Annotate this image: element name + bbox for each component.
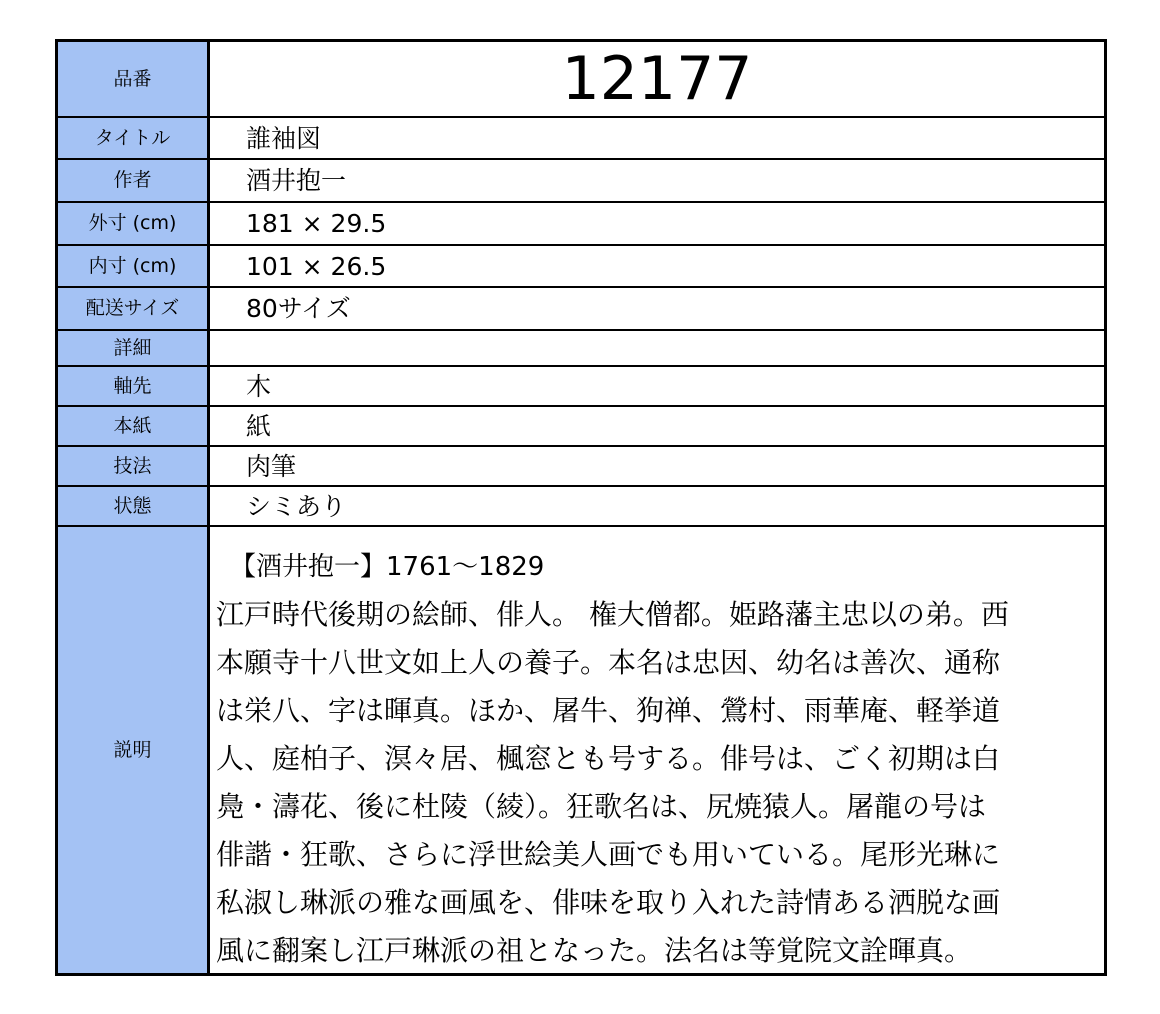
title-label: タイトル [94, 126, 171, 149]
inner-size-value: 101 × 26.5 [246, 251, 387, 281]
row-title [58, 118, 1104, 160]
description-line: 私淑し琳派の雅な画風を、俳味を取り入れた詩情ある洒脱な画 [216, 886, 1001, 919]
description-line: 鳧・濤花、後に杜陵（綾）。狂歌名は、尻焼猿人。屠龍の号は [216, 790, 987, 823]
row-outer-size [58, 203, 1104, 246]
description-line: 【酒井抱一】1761〜1829 [230, 552, 545, 582]
author-value: 酒井抱一 [246, 166, 347, 195]
base-material-value: 紙 [246, 411, 272, 441]
technique-value: 肉筆 [246, 451, 297, 481]
base-material-label: 本紙 [113, 414, 152, 437]
roller-end-value: 木 [246, 371, 272, 401]
description-line: 俳諧・狂歌、さらに浮世絵美人画でも用いている。尾形光琳に [216, 838, 1001, 871]
roller-end-label: 軸先 [113, 374, 152, 397]
condition-value: シミあり [246, 491, 347, 521]
outer-size-value: 181 × 29.5 [246, 209, 387, 238]
row-inner-size [58, 246, 1104, 288]
item-number-value: 12177 [561, 44, 753, 114]
item-info-sheet [55, 39, 1107, 976]
description-line: 江戸時代後期の絵師、俳人。 権大僧都。姫路藩主忠以の弟。西 [216, 598, 1009, 631]
condition-label: 状態 [113, 494, 152, 517]
author-label: 作者 [113, 169, 152, 191]
row-details [58, 331, 1104, 367]
item-number-label: 品番 [113, 67, 152, 90]
shipping-size-value: 80サイズ [246, 294, 351, 323]
outer-size-label: 外寸 (cm) [88, 212, 177, 234]
shipping-size-label: 配送サイズ [85, 297, 180, 319]
description-line: は栄八、字は暉真。ほか、屠牛、狗禅、鶯村、雨華庵、軽挙道 [216, 694, 1001, 727]
row-technique [58, 447, 1104, 487]
row-item-number [58, 42, 1104, 118]
technique-label: 技法 [113, 454, 152, 477]
inner-size-label: 内寸 (cm) [88, 254, 177, 277]
description-line: 風に翻案し江戸琳派の祖となった。法名は等覚院文詮暉真。 [216, 934, 973, 967]
details-label: 詳細 [113, 336, 152, 359]
row-roller-end [58, 367, 1104, 407]
description-line: 本願寺十八世文如上人の養子。本名は忠因、幼名は善次、通称 [216, 646, 1001, 679]
row-description [58, 527, 1104, 973]
title-value: 誰袖図 [246, 123, 322, 153]
details-value [210, 331, 1104, 365]
description-line: 人、庭柏子、溟々居、楓窓とも号する。俳号は、ごく初期は白 [216, 742, 1001, 775]
description-text [210, 527, 1104, 973]
row-author [58, 160, 1104, 203]
row-base-material [58, 407, 1104, 447]
row-condition [58, 487, 1104, 527]
row-shipping-size [58, 288, 1104, 331]
description-label: 説明 [113, 738, 152, 761]
